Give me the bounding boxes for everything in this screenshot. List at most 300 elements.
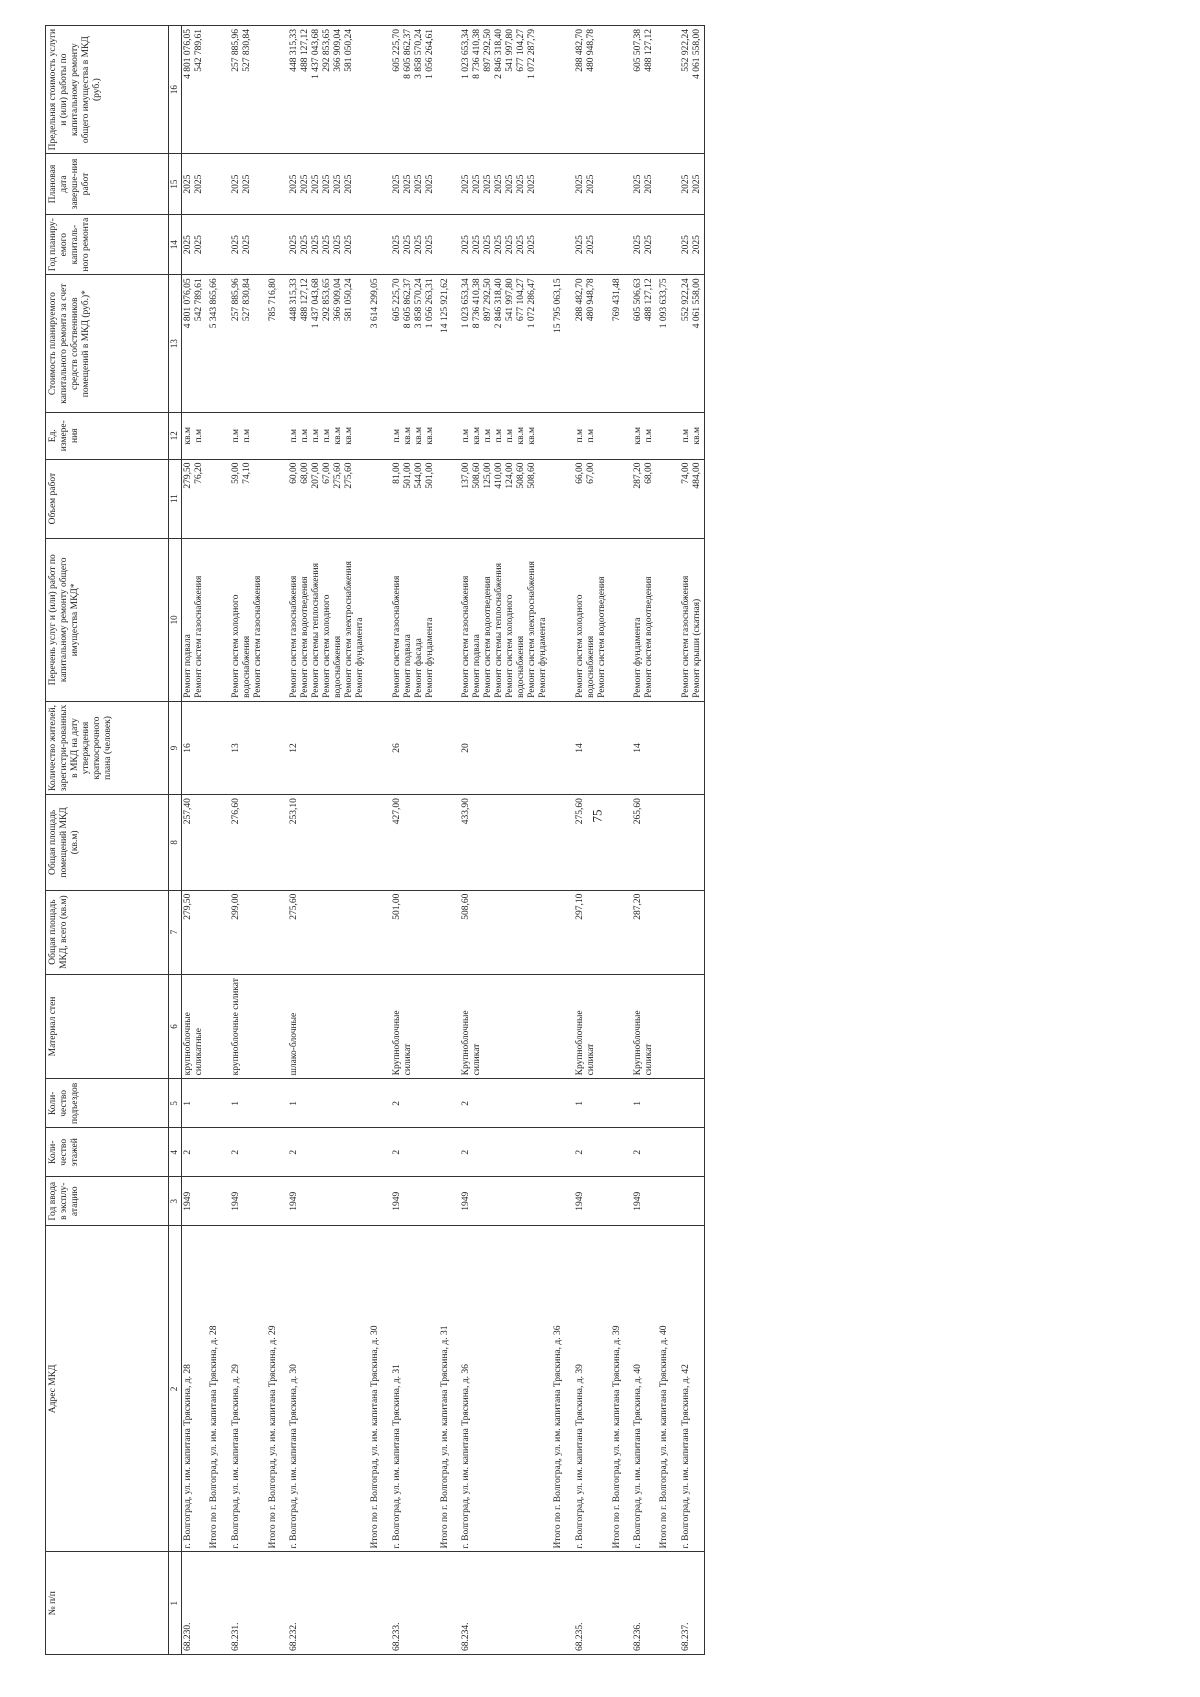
work-cost <box>391 275 437 412</box>
entrance-count: 1 <box>632 1079 656 1128</box>
floor-count: 2 <box>288 1128 366 1177</box>
works-list <box>230 538 265 701</box>
total-empty <box>609 412 633 459</box>
total-empty <box>550 1552 574 1655</box>
total-empty <box>265 1552 289 1655</box>
repair-year-value: 2025 <box>193 235 204 255</box>
repair-year-value: 2025 <box>574 235 585 255</box>
total-sum: 5 343 865,66 <box>206 275 230 412</box>
total-empty <box>437 459 461 538</box>
work-unit <box>574 412 609 459</box>
work-unit-value: кв.м <box>526 426 537 445</box>
max-cost-value: 527 830,84 <box>241 29 252 72</box>
total-empty <box>437 26 461 154</box>
work-cost-value: 527 830,84 <box>241 278 252 322</box>
total-empty <box>609 795 633 891</box>
page-number: 75 <box>589 809 605 823</box>
work-volume <box>182 459 206 538</box>
total-empty <box>550 701 574 794</box>
total-empty <box>265 538 289 701</box>
work-cost <box>680 275 704 412</box>
wall-material: Крупноблочные силикат <box>460 974 549 1079</box>
repair-year-value: 2025 <box>585 235 596 255</box>
work-name: Ремонт подвала <box>183 634 193 698</box>
completion-date-value: 2025 <box>585 174 596 194</box>
total-empty <box>656 795 680 891</box>
completion-date <box>391 154 437 215</box>
repair-year-value: 2025 <box>424 235 435 255</box>
table-row <box>182 26 206 1655</box>
column-header: Количество жителей, зарегистри-рованных в МКД на дату утверждения краткосрочного плана (человек) <box>46 701 169 794</box>
work-cost-value: 2 846 318,40 <box>494 278 505 329</box>
total-row <box>437 26 461 1655</box>
column-number: 12 <box>169 412 182 459</box>
column-number: 7 <box>169 890 182 974</box>
total-empty <box>265 214 289 275</box>
max-cost-value: 366 909,04 <box>333 29 344 72</box>
total-empty <box>206 1552 230 1655</box>
work-name: Ремонт фундамента <box>424 617 435 698</box>
max-cost-value: 288 482,70 <box>574 29 585 72</box>
premises-area: 427,00 <box>391 795 437 891</box>
total-empty <box>206 701 230 794</box>
column-number: 4 <box>169 1128 182 1177</box>
column-header: Год планиру-емого капиталь-ного ремонта <box>46 214 169 275</box>
total-empty <box>265 412 289 459</box>
address: г. Волгоград, ул. им. капитана Тряскина, д. 36 <box>460 1226 549 1552</box>
total-empty <box>550 214 574 275</box>
column-header: Коли-чество этажей <box>46 1128 169 1177</box>
address: г. Волгоград, ул. им. капитана Тряскина, д. 29 <box>230 1226 265 1552</box>
total-empty <box>367 1128 391 1177</box>
total-empty <box>206 26 230 154</box>
total-empty <box>206 459 230 538</box>
premises-area: 433,90 <box>460 795 549 891</box>
repair-year <box>288 214 366 275</box>
total-empty <box>265 154 289 215</box>
column-header: Стоимость планируемого капитального ремонта за счет средств собственников помещений в МКД (руб.)* <box>46 275 169 412</box>
work-cost-value: 542 789,61 <box>193 278 204 322</box>
total-empty <box>550 154 574 215</box>
wall-material: Крупноблочные силикат <box>574 974 609 1079</box>
total-row <box>206 26 230 1655</box>
completion-date-value: 2025 <box>333 174 344 194</box>
total-empty <box>265 26 289 154</box>
premises-area: 253,10 <box>288 795 366 891</box>
column-number: 14 <box>169 214 182 275</box>
max-cost-value: 480 948,78 <box>585 29 596 72</box>
work-volume <box>632 459 656 538</box>
total-empty <box>609 214 633 275</box>
repair-year-value: 2025 <box>483 235 494 255</box>
total-empty <box>206 795 230 891</box>
repair-year <box>680 214 704 275</box>
completion-date-value: 2025 <box>289 174 300 194</box>
work-volume-value: 67,00 <box>322 462 333 484</box>
total-empty <box>609 701 633 794</box>
total-empty <box>265 974 289 1079</box>
total-row <box>265 26 289 1655</box>
work-cost-value: 581 050,24 <box>344 278 355 322</box>
premises-area: 276,60 <box>230 795 265 891</box>
total-empty <box>206 538 230 701</box>
total-empty <box>656 214 680 275</box>
completion-date-value: 2025 <box>574 174 585 194</box>
work-cost <box>574 275 609 412</box>
total-empty <box>437 1079 461 1128</box>
work-name: Ремонт систем водоотведения <box>483 576 494 698</box>
column-header: Адрес МКД <box>46 1226 169 1552</box>
column-header: Материал стен <box>46 974 169 1079</box>
total-row <box>550 26 574 1655</box>
total-label: Итого по г. Волгоград, ул. им. капитана Тряскина, д. 30 <box>367 1226 391 1552</box>
total-empty <box>656 1177 680 1226</box>
work-volume <box>680 459 704 538</box>
wall-material: крупноблочные силикатные <box>182 974 206 1079</box>
total-sum: 14 125 921,62 <box>437 275 461 412</box>
max-cost <box>182 26 206 154</box>
work-volume-value: 60,00 <box>289 462 300 484</box>
total-empty <box>550 1128 574 1177</box>
total-empty <box>367 26 391 154</box>
work-name: Ремонт систем газоснабжения <box>461 575 472 698</box>
column-number: 1 <box>169 1552 182 1655</box>
works-list <box>460 538 549 701</box>
address: г. Волгоград, ул. им. капитана Тряскина, д. 40 <box>632 1226 656 1552</box>
work-name: Ремонт систем холодного водоснабжения <box>322 594 344 698</box>
max-cost <box>391 26 437 154</box>
total-empty <box>265 795 289 891</box>
total-empty <box>609 538 633 701</box>
work-volume <box>574 459 609 538</box>
completion-date-value: 2025 <box>516 174 527 194</box>
repair-year <box>391 214 437 275</box>
repair-year-value: 2025 <box>472 235 483 255</box>
work-volume-value: 508,60 <box>526 462 537 489</box>
max-cost <box>230 26 265 154</box>
max-cost-value: 605 225,70 <box>391 29 402 72</box>
total-empty <box>437 890 461 974</box>
total-empty <box>656 890 680 974</box>
total-empty <box>437 1177 461 1226</box>
total-empty <box>550 974 574 1079</box>
total-empty <box>609 1128 633 1177</box>
work-name: Ремонт систем электроснабжения <box>526 561 537 698</box>
completion-date-value: 2025 <box>241 174 252 194</box>
work-volume-value: 74,00 <box>681 462 692 484</box>
column-header: Плановая дата заверше-ния работ <box>46 154 169 215</box>
work-unit-value: п.м <box>230 428 241 443</box>
work-volume <box>460 459 549 538</box>
total-empty <box>367 412 391 459</box>
total-empty <box>656 701 680 794</box>
work-volume-value: 275,60 <box>344 462 355 489</box>
work-volume-value: 508,60 <box>472 462 483 489</box>
total-empty <box>550 795 574 891</box>
address: г. Волгоград, ул. им. капитана Тряскина, д. 39 <box>574 1226 609 1552</box>
completion-date <box>288 154 366 215</box>
address: г. Волгоград, ул. им. капитана Тряскина, д. 42 <box>680 1226 704 1552</box>
repair-year <box>230 214 265 275</box>
resident-count: 26 <box>391 701 437 794</box>
column-header: Общая площадь МКД, всего (кв.м) <box>46 890 169 974</box>
completion-date <box>680 154 704 215</box>
completion-date-value: 2025 <box>483 174 494 194</box>
year-built: 1949 <box>574 1177 609 1226</box>
total-sum: 1 093 633,75 <box>656 275 680 412</box>
work-volume-value: 207,00 <box>311 462 322 489</box>
works-list <box>391 538 437 701</box>
repair-year <box>574 214 609 275</box>
row-number: 68.237. <box>680 1552 704 1655</box>
entrance-count: 1 <box>288 1079 366 1128</box>
column-number: 10 <box>169 538 182 701</box>
column-number: 8 <box>169 795 182 891</box>
total-empty <box>206 1177 230 1226</box>
work-cost-value: 480 948,78 <box>585 278 596 322</box>
total-empty <box>609 459 633 538</box>
floor-count: 2 <box>182 1128 206 1177</box>
work-cost-value: 448 315,33 <box>289 278 300 322</box>
year-built: 1949 <box>460 1177 549 1226</box>
wall-material <box>680 974 704 1079</box>
total-empty <box>550 459 574 538</box>
work-name: Ремонт систем водоотведения <box>596 576 607 698</box>
work-unit-value: кв.м <box>633 426 644 445</box>
total-empty <box>265 1079 289 1128</box>
work-volume-value: 67,00 <box>585 462 596 484</box>
floor-count: 2 <box>230 1128 265 1177</box>
work-volume-value: 484,00 <box>692 462 703 489</box>
total-empty <box>367 1079 391 1128</box>
total-empty <box>265 459 289 538</box>
total-empty <box>437 214 461 275</box>
total-empty <box>609 890 633 974</box>
column-header: Объем работ <box>46 459 169 538</box>
max-cost-value: 677 104,27 <box>516 29 527 72</box>
max-cost-value: 448 315,33 <box>289 29 300 72</box>
rotated-table-sheet <box>45 25 1185 1655</box>
total-empty <box>206 154 230 215</box>
total-empty <box>206 412 230 459</box>
work-volume-value: 124,00 <box>505 462 516 489</box>
work-unit-value: п.м <box>322 428 333 443</box>
row-number: 68.235. <box>574 1552 609 1655</box>
work-cost-value: 488 127,12 <box>300 278 311 322</box>
total-empty <box>550 538 574 701</box>
work-cost-value: 288 482,70 <box>574 278 585 322</box>
row-number: 68.230. <box>182 1552 206 1655</box>
floor-count: 2 <box>632 1128 656 1177</box>
work-name: Ремонт фундамента <box>354 617 365 698</box>
repair-year-value: 2025 <box>344 235 355 255</box>
total-sum: 15 795 063,15 <box>550 275 574 412</box>
repair-year-value: 2025 <box>644 235 655 255</box>
total-label: Итого по г. Волгоград, ул. им. капитана Тряскина, д. 39 <box>609 1226 633 1552</box>
work-name: Ремонт систем холодного водоснабжения <box>505 594 527 698</box>
work-name: Ремонт подвала <box>472 634 483 698</box>
work-volume-value: 137,00 <box>461 462 472 489</box>
max-cost-value: 897 292,50 <box>483 29 494 72</box>
max-cost-value: 1 056 264,61 <box>424 29 435 79</box>
work-volume-value: 81,00 <box>391 462 402 484</box>
total-empty <box>367 538 391 701</box>
max-cost-value: 542 789,61 <box>193 29 204 72</box>
total-empty <box>609 1552 633 1655</box>
total-area: 297,10 <box>574 890 609 974</box>
total-empty <box>206 974 230 1079</box>
total-empty <box>206 1128 230 1177</box>
column-header: Коли-чество подъездов <box>46 1079 169 1128</box>
repair-year <box>460 214 549 275</box>
total-empty <box>550 1079 574 1128</box>
entrance-count: 1 <box>574 1079 609 1128</box>
work-cost-value: 292 853,65 <box>322 278 333 322</box>
total-row <box>656 26 680 1655</box>
work-volume-value: 59,00 <box>230 462 241 484</box>
max-cost-value: 1 023 653,34 <box>461 29 472 79</box>
max-cost-value: 552 922,24 <box>681 29 692 72</box>
repair-year-value: 2025 <box>322 235 333 255</box>
total-empty <box>656 412 680 459</box>
max-cost-value: 1 072 287,79 <box>526 29 537 79</box>
completion-date <box>182 154 206 215</box>
work-unit-value: кв.м <box>344 426 355 445</box>
column-number-row <box>169 26 182 1655</box>
total-sum: 769 431,48 <box>609 275 633 412</box>
completion-date-value: 2025 <box>494 174 505 194</box>
total-label: Итого по г. Волгоград, ул. им. капитана Тряскина, д. 28 <box>206 1226 230 1552</box>
total-empty <box>367 154 391 215</box>
work-cost-value: 1 072 286,47 <box>526 278 537 329</box>
repair-year-value: 2025 <box>183 235 193 255</box>
work-volume-value: 501,00 <box>424 462 435 489</box>
work-unit <box>680 412 704 459</box>
work-name: Ремонт подвала <box>402 634 413 698</box>
completion-date-value: 2025 <box>526 174 537 194</box>
total-empty <box>437 154 461 215</box>
resident-count: 14 <box>574 701 609 794</box>
year-built: 1949 <box>182 1177 206 1226</box>
total-empty <box>206 890 230 974</box>
total-label: Итого по г. Волгоград, ул. им. капитана Тряскина, д. 31 <box>437 1226 461 1552</box>
completion-date-value: 2025 <box>391 174 402 194</box>
completion-date-value: 2025 <box>424 174 435 194</box>
completion-date-value: 2025 <box>681 174 692 194</box>
total-empty <box>437 974 461 1079</box>
completion-date-value: 2025 <box>193 174 204 194</box>
total-empty <box>206 214 230 275</box>
work-cost-value: 1 437 043,68 <box>311 278 322 329</box>
repair-year-value: 2025 <box>516 235 527 255</box>
completion-date-value: 2025 <box>505 174 516 194</box>
work-volume <box>391 459 437 538</box>
table-row <box>574 26 609 1655</box>
work-name: Ремонт фасада <box>413 638 424 698</box>
max-cost-value: 257 885,96 <box>230 29 241 72</box>
floor-count <box>680 1128 704 1177</box>
completion-date-value: 2025 <box>230 174 241 194</box>
row-number: 68.233. <box>391 1552 437 1655</box>
total-empty <box>550 26 574 154</box>
row-number: 68.232. <box>288 1552 366 1655</box>
completion-date-value: 2025 <box>183 174 193 194</box>
work-name: Ремонт фундамента <box>537 617 548 698</box>
completion-date <box>460 154 549 215</box>
work-unit <box>230 412 265 459</box>
total-empty <box>437 1552 461 1655</box>
works-list <box>288 538 366 701</box>
max-cost <box>680 26 704 154</box>
work-unit <box>632 412 656 459</box>
work-name: Ремонт систем холодного водоснабжения <box>574 594 596 698</box>
work-unit <box>391 412 437 459</box>
total-empty <box>265 890 289 974</box>
entrance-count <box>680 1079 704 1128</box>
max-cost-value: 488 127,12 <box>300 29 311 72</box>
work-volume-value: 68,00 <box>644 462 655 484</box>
total-empty <box>609 1177 633 1226</box>
completion-date <box>574 154 609 215</box>
total-empty <box>265 701 289 794</box>
premises-area <box>680 795 704 891</box>
column-header: № п/п <box>46 1552 169 1655</box>
row-number: 68.231. <box>230 1552 265 1655</box>
work-name: Ремонт систем водоотведения <box>300 576 311 698</box>
total-empty <box>367 459 391 538</box>
work-name: Ремонт системы теплоснабжения <box>494 562 505 698</box>
repair-year-value: 2025 <box>333 235 344 255</box>
column-number: 5 <box>169 1079 182 1128</box>
floor-count: 2 <box>574 1128 609 1177</box>
work-unit-value: п.м <box>574 428 585 443</box>
resident-count: 16 <box>182 701 206 794</box>
work-cost-value: 897 292,50 <box>483 278 494 322</box>
total-label: Итого по г. Волгоград, ул. им. капитана Тряскина, д. 36 <box>550 1226 574 1552</box>
column-header: Ед. измере-ния <box>46 412 169 459</box>
work-cost <box>632 275 656 412</box>
table-row <box>680 26 704 1655</box>
repair-year-value: 2025 <box>494 235 505 255</box>
total-label: Итого по г. Волгоград, ул. им. капитана Тряскина, д. 40 <box>656 1226 680 1552</box>
work-cost-value: 8 736 410,38 <box>472 278 483 329</box>
max-cost-value: 4 061 558,00 <box>692 29 703 79</box>
total-empty <box>656 154 680 215</box>
completion-date <box>632 154 656 215</box>
works-list <box>632 538 656 701</box>
total-area: 299,00 <box>230 890 265 974</box>
work-name: Ремонт систем газоснабжения <box>193 575 204 698</box>
total-empty <box>550 1177 574 1226</box>
wall-material: Крупноблочные силикат <box>391 974 437 1079</box>
work-name: Ремонт систем электроснабжения <box>344 561 355 698</box>
work-unit <box>288 412 366 459</box>
column-number: 2 <box>169 1226 182 1552</box>
work-unit <box>460 412 549 459</box>
max-cost <box>632 26 656 154</box>
work-unit-value: п.м <box>461 428 472 443</box>
max-cost-value: 8 736 410,38 <box>472 29 483 79</box>
work-cost <box>460 275 549 412</box>
work-name: Ремонт системы теплоснабжения <box>311 562 322 698</box>
repair-year-value: 2025 <box>461 235 472 255</box>
column-header: Перечень услуг и (или) работ по капитальному ремонту общего имущества МКД* <box>46 538 169 701</box>
column-number: 9 <box>169 701 182 794</box>
address: г. Волгоград, ул. им. капитана Тряскина, д. 28 <box>182 1226 206 1552</box>
completion-date-value: 2025 <box>644 174 655 194</box>
entrance-count: 2 <box>460 1079 549 1128</box>
resident-count: 12 <box>288 701 366 794</box>
